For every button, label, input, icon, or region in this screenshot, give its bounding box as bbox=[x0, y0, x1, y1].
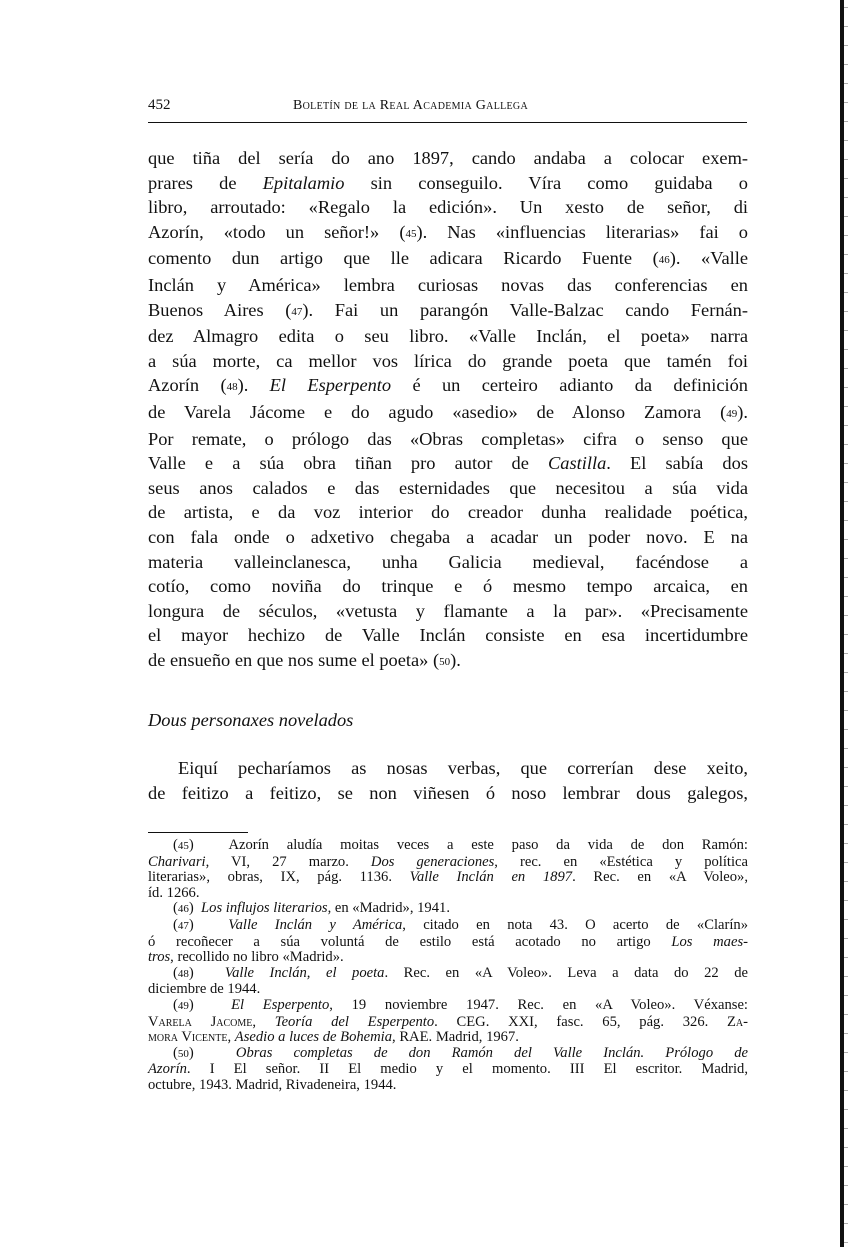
author-name: mora Vicente bbox=[148, 1029, 228, 1046]
text-line: que tiña del sería do ano 1897, cando andaba a colocar exem- bbox=[148, 148, 748, 168]
italic-title: Azorín bbox=[148, 1061, 187, 1078]
footnote-48 bbox=[148, 966, 748, 998]
footnote-number: 47 bbox=[177, 919, 189, 932]
footnote-line: (46) Los influjos literarios, en «Madrid», 1941. bbox=[173, 900, 450, 917]
footnote-number: 46 bbox=[177, 903, 189, 916]
text-line: libro, arroutado: «Regalo la edición». Un xesto de señor, di bbox=[148, 197, 748, 218]
italic-title: tros bbox=[148, 949, 171, 966]
italic-title: Castilla bbox=[548, 453, 607, 474]
text-line: materia valleinclanesca, unha Galicia medieval, facéndose a bbox=[148, 551, 748, 572]
header-rule bbox=[148, 122, 747, 123]
text-line: de feitizo a feitizo, se non viñesen ó noso lembrar dous galegos, bbox=[148, 783, 748, 803]
footnote-number: 50 bbox=[177, 1047, 189, 1060]
footnote-rule bbox=[148, 832, 248, 833]
footnote-line: mora Vicente, Asedio a luces de Bohemia, RAE. Madrid, 1967. bbox=[148, 1029, 519, 1046]
footnote-45 bbox=[148, 838, 748, 901]
text-line: Eiquí pecharíamos as nosas verbas, que correrían dese xeito, bbox=[178, 758, 748, 778]
footnote-49 bbox=[148, 998, 748, 1046]
footnote-line: octubre, 1943. Madrid, Rivadeneira, 1944. bbox=[148, 1076, 397, 1093]
footnote-reference[interactable]: 50 bbox=[439, 655, 451, 668]
text-line: con fala onde o adxetivo chegaba a acadar un poder novo. E na bbox=[148, 526, 748, 547]
scan-edge-speckle bbox=[844, 0, 848, 1247]
footnote-reference[interactable]: 47 bbox=[291, 305, 303, 318]
text-line: de artista, e da voz interior do creador dunha realidade poética, bbox=[148, 502, 748, 523]
footnote-number: 45 bbox=[177, 840, 189, 852]
text-line: Inclán y América» lembra curiosas novas das conferencias en bbox=[148, 274, 748, 295]
italic-title: Los maes- bbox=[671, 933, 748, 950]
italic-title: Charivari bbox=[148, 853, 206, 870]
text-line: dez Almagro edita o seu libro. «Valle Inclán, el poeta» narra bbox=[148, 326, 748, 347]
footnote-line: (47) Valle Inclán y América, citado en nota 43. O acerto de «Clarín» bbox=[173, 916, 748, 933]
text-line: el mayor hechizo de Valle Inclán consiste en esa incertidumbre bbox=[148, 625, 748, 646]
text-line: cotío, como noviña do trinque e ó mesmo tempo arcaica, en bbox=[148, 576, 748, 597]
author-name: Za- bbox=[727, 1013, 749, 1030]
footnote-line: íd. 1266. bbox=[148, 884, 200, 901]
footnote-line: literarias», obras, IX, pág. 1136. Valle Inclán en 1897. Rec. en «A Voleo», bbox=[148, 869, 748, 886]
footnote-reference[interactable]: 46 bbox=[658, 254, 670, 267]
footnote-line: (50) Obras completas de don Ramón del Valle Inclán. Prólogo de bbox=[173, 1044, 748, 1061]
footnote-line: diciembre de 1944. bbox=[148, 981, 261, 998]
footnote-47 bbox=[148, 918, 748, 966]
footnote-line: Varela Jacome, Teoría del Esperpento. CEG. XXI, fasc. 65, pág. 326. Za- bbox=[148, 1013, 749, 1030]
text-line: Buenos Aires (47). Fai un parangón Valle-Balzac cando Fernán- bbox=[148, 299, 748, 320]
text-line: prares de Epitalamio sin conseguilo. Víra como guidaba o bbox=[148, 172, 748, 193]
footnote-line: (48) Valle Inclán, el poeta. Rec. en «A Voleo». Leva a data do 22 de bbox=[173, 964, 748, 981]
italic-title: Valle Inclán, el poeta bbox=[224, 964, 385, 981]
running-header bbox=[148, 97, 748, 117]
footnotes bbox=[148, 838, 748, 1094]
italic-title: Obras completas de don Ramón del Valle Inclán. Prólogo de bbox=[235, 1044, 748, 1061]
footnote-line: ó recoñecer a súa voluntá de estilo está acotado no artigo Los maes- bbox=[148, 933, 748, 950]
italic-title: Valle Inclán en 1897 bbox=[409, 869, 573, 886]
italic-title: Valle Inclán y América bbox=[228, 916, 403, 933]
footnote-line: (45) Azorín aludía moitas veces a este paso da vida de don Ramón: bbox=[173, 837, 748, 853]
text-line: Valle e a súa obra tiñan pro autor de Castilla. El sabía dos bbox=[148, 453, 748, 474]
footnote-line: (49) El Esperpento, 19 noviembre 1947. Rec. en «A Voleo». Véxanse: bbox=[173, 996, 748, 1013]
italic-title: Dos generaciones bbox=[370, 853, 495, 870]
italic-title: El Esperpento bbox=[269, 375, 392, 396]
text-line: seus anos calados e das esternidades que necesitou a súa vida bbox=[148, 477, 748, 498]
author-name: Varela Jacome bbox=[148, 1013, 253, 1030]
italic-title: Asedio a luces de Bohemia bbox=[234, 1029, 393, 1046]
footnote-line: Charivari, VI, 27 marzo. Dos generaciones, rec. en «Estética y política bbox=[148, 853, 748, 870]
running-title: Boletín de la Real Academia Gallega bbox=[293, 98, 528, 113]
text-line: Azorín (48). El Esperpento é un certeiro adianto da definición bbox=[148, 375, 748, 396]
body-paragraph bbox=[148, 146, 748, 674]
footnote-50 bbox=[148, 1046, 748, 1094]
footnote-reference[interactable]: 49 bbox=[726, 407, 738, 420]
footnote-number: 48 bbox=[177, 967, 189, 980]
text-line: de ensueño en que nos sume el poeta» (50). bbox=[148, 649, 461, 670]
text-line: longura de séculos, «vetusta y flamante a la par». «Precisamente bbox=[148, 600, 748, 621]
italic-title: Teoría del Esperpento bbox=[274, 1013, 435, 1030]
text-line: Azorín, «todo un señor!» (45). Nas «influencias literarias» fai o bbox=[148, 221, 749, 242]
text-line: de Varela Jácome e do agudo «asedio» de Alonso Zamora (49). bbox=[148, 401, 748, 422]
footnote-46 bbox=[148, 901, 748, 918]
footnote-reference[interactable]: 48 bbox=[226, 381, 238, 394]
text-line: comento dun artigo que lle adicara Ricardo Fuente (46). «Valle bbox=[148, 248, 749, 269]
page-number: 452 bbox=[148, 97, 171, 113]
text-line: a súa morte, ca mellor vos lírica do grande poeta que tamén foi bbox=[148, 350, 748, 371]
footnote-number: 49 bbox=[177, 999, 189, 1012]
text-line: Por remate, o prólogo das «Obras completas» cifra o senso que bbox=[148, 428, 748, 449]
italic-title: Los influjos literarios bbox=[201, 900, 328, 917]
italic-title: El Esperpento bbox=[231, 996, 330, 1013]
italic-title: Epitalamio bbox=[262, 172, 345, 193]
footnote-line: tros, recollido no libro «Madrid». bbox=[148, 949, 344, 966]
section-paragraph bbox=[148, 756, 748, 806]
section-heading: Dous personaxes novelados bbox=[148, 710, 354, 730]
footnote-line: Azorín. I El señor. II El medio y el momento. III El escritor. Madrid, bbox=[148, 1061, 748, 1078]
footnote-reference[interactable]: 45 bbox=[405, 227, 417, 240]
